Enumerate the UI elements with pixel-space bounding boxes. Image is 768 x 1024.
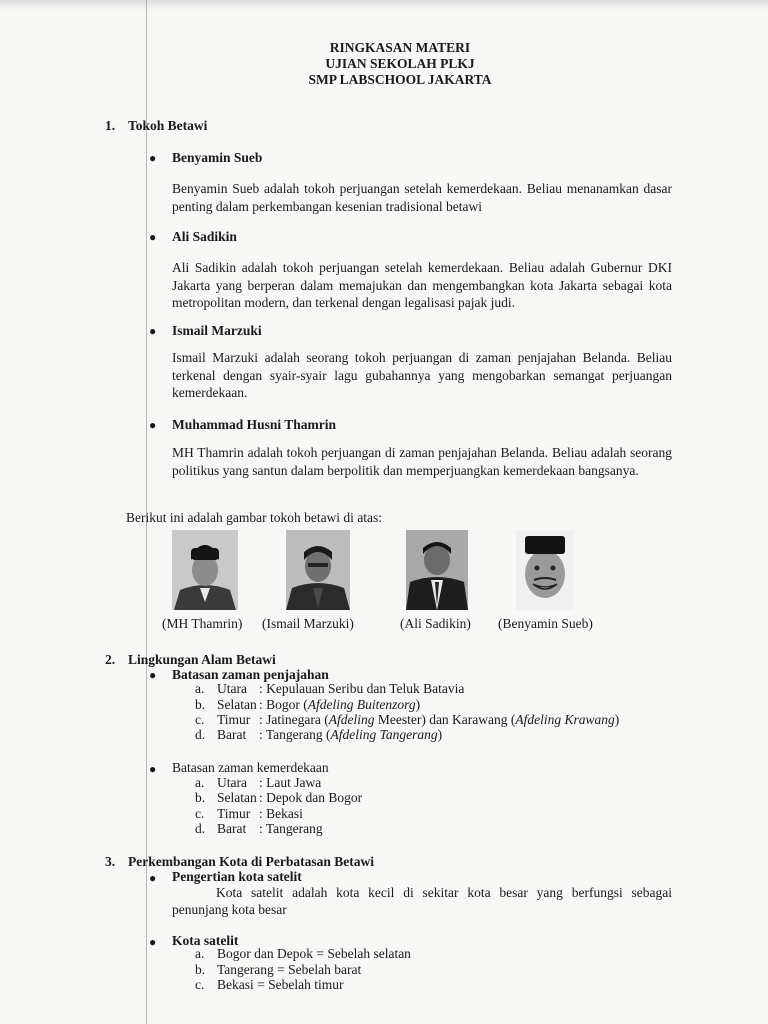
bullet-dot-icon: ●	[149, 151, 157, 165]
figure-name: Benyamin Sueb	[172, 150, 263, 165]
list-item: a. Utara : Kepulauan Seribu dan Teluk Batavia	[195, 681, 465, 696]
independence-boundaries-title: Batasan zaman kemerdekaan	[172, 760, 329, 775]
figure-name: Muhammad Husni Thamrin	[172, 417, 337, 432]
definition-text-line-2: penunjang kota besar	[172, 902, 287, 917]
section-2-title: Lingkungan Alam Betawi	[128, 652, 276, 667]
portrait-mh-thamrin	[172, 530, 238, 610]
figure-description: Benyamin Sueb adalah tokoh perjuangan setelah kemerdekaan. Beliau menanamkan dasar penting dalam perkembangan kesenian tradisional betawi	[172, 181, 672, 214]
list-item: a. Utara : Laut Jawa	[195, 775, 322, 790]
header-line-1: RINGKASAN MATERI	[329, 40, 471, 55]
header-line-2: UJIAN SEKOLAH PLKJ	[325, 56, 475, 71]
photo-benyamin-sueb	[516, 530, 574, 610]
figure-description: Ali Sadikin adalah tokoh perjuangan setelah kemerdekaan. Beliau adalah Gubernur DKI Jakarta yang berperan dalam memajukan dan mengembangkan kota Jakarta sebagai kota metropolitan modern, dan terkenal dengan legalisasi pajak judi.	[172, 260, 672, 310]
photo-ali-sadikin	[406, 530, 468, 610]
figure-name: Ismail Marzuki	[172, 323, 262, 338]
list-item: d. Barat : Tangerang (Afdeling Tangerang)	[195, 727, 443, 742]
portrait-ali-sadikin	[406, 530, 468, 610]
caption-mh-thamrin: (MH Thamrin)	[162, 616, 243, 631]
portrait-benyamin-sueb	[516, 530, 574, 610]
list-item: c. Timur : Bekasi	[195, 806, 303, 821]
list-item: c. Bekasi = Sebelah timur	[195, 977, 344, 992]
list-item: d. Barat : Tangerang	[195, 821, 323, 836]
list-item: b. Tangerang = Sebelah barat	[195, 962, 362, 977]
section-3-title: Perkembangan Kota di Perbatasan Betawi	[128, 854, 374, 869]
section-2-number: 2.	[105, 652, 116, 667]
satellite-cities-title: Kota satelit	[172, 933, 239, 948]
figure-description: MH Thamrin adalah tokoh perjuangan di zaman penjajahan Belanda. Beliau adalah seorang politikus yang santun dalam berpolitik dan memperjuangkan kemerdekaan bangsanya.	[172, 445, 672, 478]
colonial-boundaries-title: Batasan zaman penjajahan	[172, 667, 329, 682]
caption-ali-sadikin: (Ali Sadikin)	[400, 616, 471, 631]
bullet-dot-icon: ●	[149, 871, 157, 885]
bullet-dot-icon: ●	[149, 230, 157, 244]
list-item: b. Selatan : Bogor (Afdeling Buitenzorg)	[195, 697, 421, 712]
portrait-ismail-marzuki	[286, 530, 350, 610]
list-item: a. Bogor dan Depok = Sebelah selatan	[195, 946, 411, 961]
caption-benyamin-sueb: (Benyamin Sueb)	[498, 616, 593, 631]
figure-description: Ismail Marzuki adalah seorang tokoh perjuangan di zaman penjajahan Belanda. Beliau terkenal dengan syair-syair lagu gubahannya yang mengobarkan semangat perjuangan kemerdekaan.	[172, 350, 672, 400]
bullet-dot-icon: ●	[149, 668, 157, 682]
definition-text-line-1: Kota satelit adalah kota kecil di sekitar kota besar yang berfungsi sebagai	[216, 885, 672, 900]
section-1-title: Tokoh Betawi	[128, 118, 208, 133]
bullet-dot-icon: ●	[149, 324, 157, 338]
section-3-number: 3.	[105, 854, 116, 869]
caption-ismail-marzuki: (Ismail Marzuki)	[262, 616, 354, 631]
list-item: b. Selatan : Depok dan Bogor	[195, 790, 363, 805]
header-line-3: SMP LABSCHOOL JAKARTA	[308, 72, 492, 87]
photo-mh-thamrin	[172, 530, 238, 610]
bullet-dot-icon: ●	[149, 935, 157, 949]
scan-top-shadow	[0, 0, 768, 10]
bullet-dot-icon: ●	[149, 762, 157, 776]
bullet-dot-icon: ●	[149, 418, 157, 432]
section-1-number: 1.	[105, 118, 116, 133]
list-item: c. Timur : Jatinegara (Afdeling Meester) dan Karawang (Afdeling Krawang)	[195, 712, 620, 727]
figure-name: Ali Sadikin	[172, 229, 237, 244]
definition-title: Pengertian kota satelit	[172, 869, 302, 884]
document-header	[0, 40, 768, 88]
photo-ismail-marzuki	[286, 530, 350, 610]
gallery-intro: Berikut ini adalah gambar tokoh betawi di atas:	[126, 510, 383, 525]
